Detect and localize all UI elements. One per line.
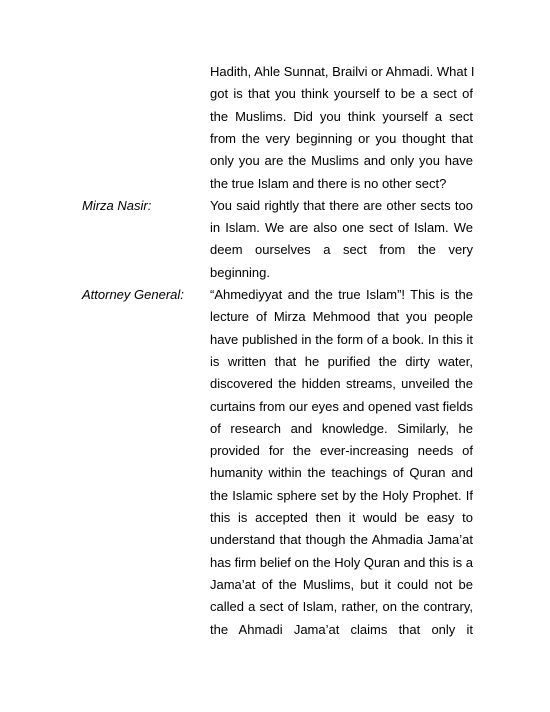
text-line: the Islamic sphere set by the Holy Prophet. If bbox=[210, 487, 473, 503]
text-line: in Islam. We are also one sect of Islam. We bbox=[210, 220, 473, 236]
text-line: Hadith, Ahle Sunnat, Brailvi or Ahmadi. What I bbox=[210, 64, 475, 79]
text-line: “Ahmediyyat and the true Islam”! This is the bbox=[210, 287, 473, 302]
text-line: deem ourselves a sect from the very bbox=[210, 242, 473, 258]
text-line: curtains from our eyes and opened vast fields bbox=[210, 398, 473, 414]
text-line: got is that you think yourself to be a sect of bbox=[210, 86, 473, 102]
text-line: this is accepted then it would be easy to bbox=[210, 510, 473, 525]
text-line: is written that he purified the dirty water, bbox=[210, 353, 473, 369]
text-line: the Ahmadi Jama’at claims that only it bbox=[210, 621, 473, 637]
text-line: You said rightly that there are other sects too bbox=[210, 197, 473, 213]
text-line: the true Islam and there is no other sect? bbox=[210, 175, 447, 191]
text-line: of research and knowledge. Similarly, he bbox=[210, 420, 473, 436]
speaker-label: Mirza Nasir: bbox=[82, 197, 152, 213]
text-line: discovered the hidden streams, unveiled the bbox=[210, 376, 473, 392]
text-line: beginning. bbox=[210, 264, 270, 280]
text-line: has firm belief on the Holy Quran and this is a bbox=[210, 554, 474, 570]
text-line: Jama’at of the Muslims, but it could not be bbox=[210, 576, 473, 592]
text-line: called a sect of Islam, rather, on the contrary, bbox=[210, 599, 473, 615]
text-line: have published in the form of a book. In this it bbox=[210, 331, 473, 347]
text-line: humanity within the teachings of Quran and bbox=[210, 465, 473, 481]
text-line: from the very beginning or you thought that bbox=[210, 130, 473, 146]
text-line: only you are the Muslims and only you have bbox=[210, 153, 473, 169]
text-line: provided for the ever-increasing needs of bbox=[210, 443, 473, 459]
text-line: the Muslims. Did you think yourself a sect bbox=[210, 108, 473, 124]
speaker-label: Attorney General: bbox=[82, 287, 184, 302]
text-line: lecture of Mirza Mehmood that you people bbox=[210, 309, 473, 325]
text-line: understand that though the Ahmadia Jama’at bbox=[210, 532, 473, 548]
